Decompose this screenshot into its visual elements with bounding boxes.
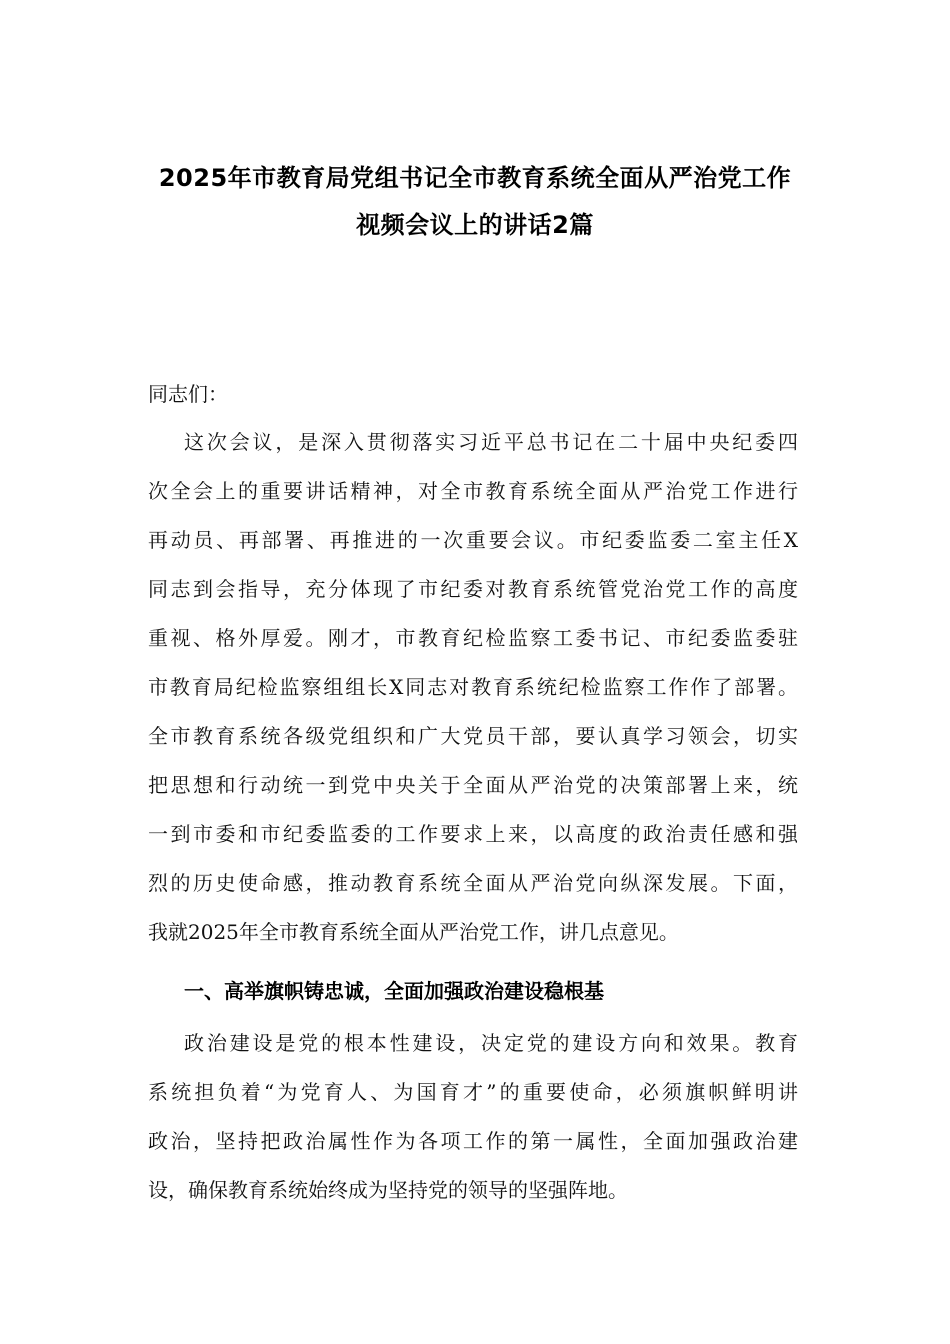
paragraph-line: 政治建设是党的根本性建设，决定党的建设方向和效果。教育 [184, 1031, 798, 1055]
paragraph-line: 次全会上的重要讲话精神，对全市教育系统全面从严治党工作进行 [148, 479, 798, 503]
paragraph-line: 再动员、再部署、再推进的一次重要会议。市纪委监委二室主任X [148, 528, 798, 552]
paragraph-line: 市教育局纪检监察组组长X同志对教育系统纪检监察工作作了部署。 [148, 675, 798, 699]
paragraph-line: 重视、格外厚爱。刚才，市教育纪检监察工委书记、市纪委监委驻 [148, 626, 798, 650]
salutation: 同志们： [148, 382, 228, 406]
document-title-line-1: 2025年市教育局党组书记全市教育系统全面从严治党工作 [158, 164, 792, 192]
paragraph-line: 这次会议，是深入贯彻落实习近平总书记在二十届中央纪委四 [184, 430, 798, 454]
section-heading-1: 一、高举旗帜铸忠诚，全面加强政治建设稳根基 [184, 979, 604, 1003]
paragraph-line: 系统担负着“为党育人、为国育才”的重要使命，必须旗帜鲜明讲 [148, 1080, 798, 1104]
paragraph-line: 全市教育系统各级党组织和广大党员干部，要认真学习领会，切实 [148, 724, 798, 748]
paragraph-line: 政治，坚持把政治属性作为各项工作的第一属性，全面加强政治建 [148, 1129, 798, 1153]
paragraph-line: 我就2025年全市教育系统全面从严治党工作，讲几点意见。 [148, 920, 679, 944]
paragraph-line: 把思想和行动统一到党中央关于全面从严治党的决策部署上来，统 [148, 773, 798, 797]
paragraph-line: 设，确保教育系统始终成为坚持党的领导的坚强阵地。 [148, 1178, 628, 1202]
document-title-line-2: 视频会议上的讲话2篇 [356, 211, 594, 239]
paragraph-line: 烈的历史使命感，推动教育系统全面从严治党向纵深发展。下面， [148, 871, 798, 895]
paragraph-1 [148, 427, 798, 966]
paragraph-line: 一到市委和市纪委监委的工作要求上来，以高度的政治责任感和强 [148, 822, 798, 846]
paragraph-2 [148, 1028, 798, 1224]
paragraph-line: 同志到会指导，充分体现了市纪委对教育系统管党治党工作的高度 [148, 577, 798, 601]
